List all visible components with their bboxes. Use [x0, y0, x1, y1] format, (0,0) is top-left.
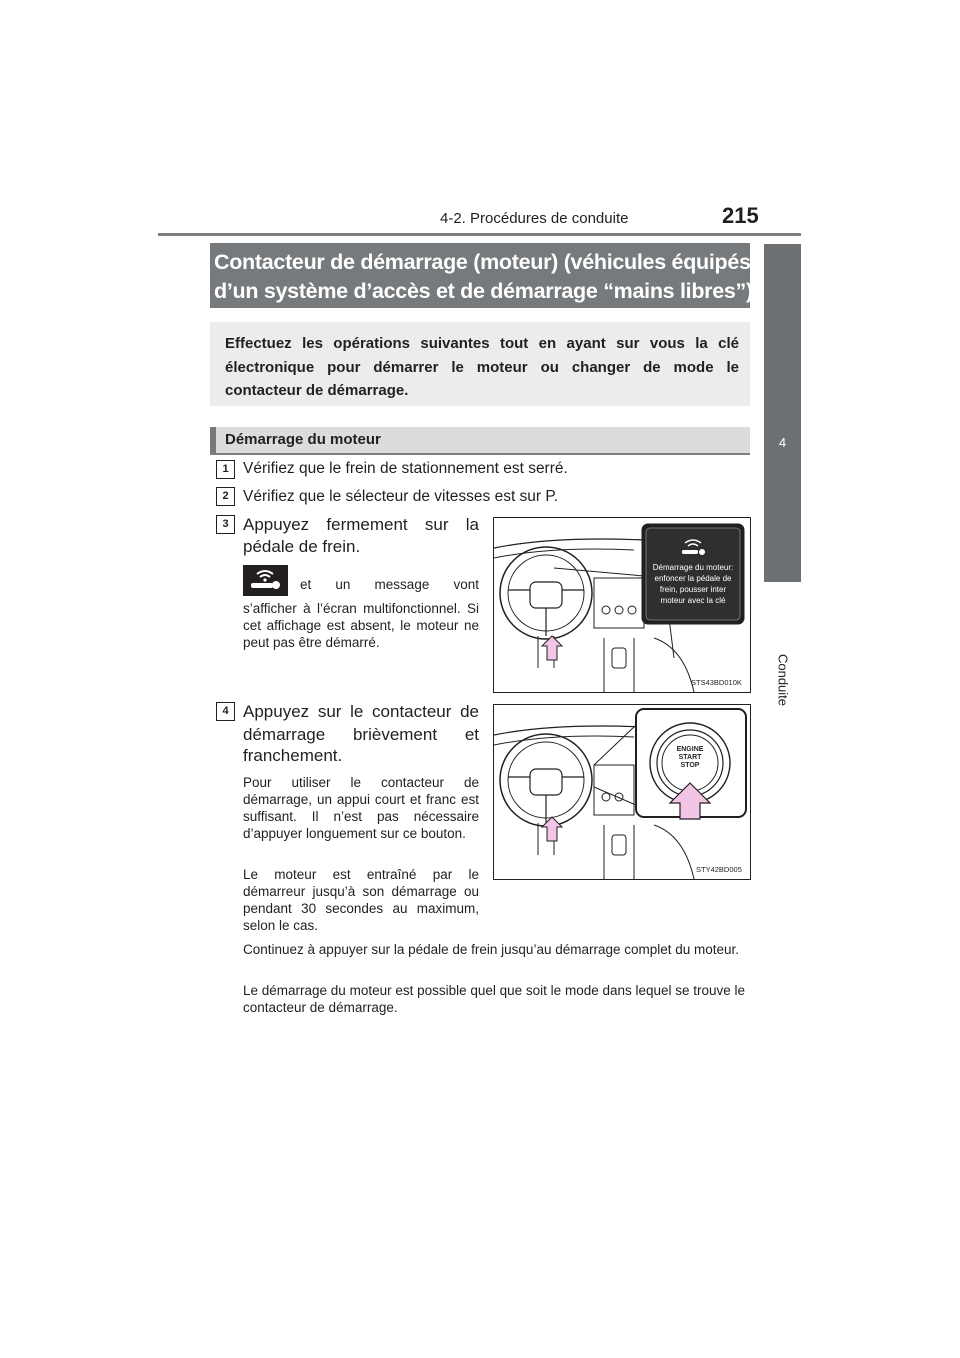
- section-title: 4-2. Procédures de conduite: [440, 210, 629, 227]
- step-2-text: Vérifiez que le sélecteur de vitesses est sur P.: [243, 488, 559, 505]
- fig2-button-label-3: STOP: [680, 762, 700, 769]
- step-4-line-1: Appuyez sur le contacteur de: [243, 702, 479, 721]
- step-4-note-1: Pour utiliser le contacteur de démarrage, un appui court et franc est suffisant. Il n’est pas nécessaire d’appuyer longuement sur ce bouton.: [243, 775, 479, 841]
- fig1-display-line-1: Démarrage du moteur:: [652, 563, 734, 572]
- figure-engine-start-button: [493, 704, 751, 880]
- subheading: Démarrage du moteur: [225, 431, 381, 448]
- chapter-number: 4: [778, 435, 787, 450]
- step-3-line-1: Appuyez fermement sur la: [243, 515, 479, 534]
- step-3-note-inline: et un message vont: [300, 577, 479, 592]
- chapter-tab: [764, 244, 801, 582]
- fig1-display-line-4: moteur avec la clé: [660, 596, 726, 605]
- page-number: 215: [722, 203, 759, 228]
- subheading-bar: [210, 427, 216, 453]
- intro-text: Effectuez les opérations suivantes tout en ayant sur vous la clé électronique pour démarrer le moteur ou changer de mode le contacteur de démarrage.: [225, 335, 739, 399]
- fig1-display-line-2: enfoncer la pédale de: [654, 574, 732, 583]
- step-4-line-3: franchement.: [243, 746, 343, 765]
- figure-1-code: STS43BD010K: [691, 678, 742, 687]
- step-number-3: 3: [216, 515, 235, 534]
- footer-note-1: Continuez à appuyer sur la pédale de frein jusqu’au démarrage complet du moteur.: [243, 942, 740, 957]
- step-3-note: s’afficher à l’écran multifonctionnel. Si cet affichage est absent, le moteur ne peut pas être démarré.: [243, 601, 479, 650]
- title-line-2: d’un système d’accès et de démarrage “mains libres”): [214, 279, 753, 303]
- fig1-display-line-3: frein, pousser inter: [659, 585, 727, 594]
- figure-dashboard-display: [493, 517, 751, 693]
- step-number-1: 1: [216, 460, 235, 479]
- chapter-label-text: Conduite: [775, 653, 791, 707]
- key-indicator-icon: [243, 565, 288, 596]
- fig2-button-label-1: ENGINE: [676, 746, 704, 753]
- step-number-2: 2: [216, 487, 235, 506]
- step-1-text: Vérifiez que le frein de stationnement est serré.: [243, 460, 568, 477]
- fig2-button-label-2: START: [678, 754, 702, 761]
- step-4-line-2: démarrage brièvement et: [243, 725, 479, 744]
- figure-2-code: STY42BD005: [696, 865, 742, 874]
- step-3-line-2: pédale de frein.: [243, 537, 361, 556]
- step-number-4: 4: [216, 702, 235, 721]
- title-line-1: Contacteur de démarrage (moteur) (véhicules équipés: [214, 250, 751, 274]
- footer-note-2: Le démarrage du moteur est possible quel que soit le mode dans lequel se trouve le contacteur de démarrage.: [243, 983, 746, 1015]
- step-4-note-2: Le moteur est entraîné par le démarreur jusqu’à son démarrage ou pendant 30 secondes au maximum, selon le cas.: [243, 867, 479, 933]
- header-rule: [158, 233, 801, 236]
- chapter-label: [765, 640, 801, 720]
